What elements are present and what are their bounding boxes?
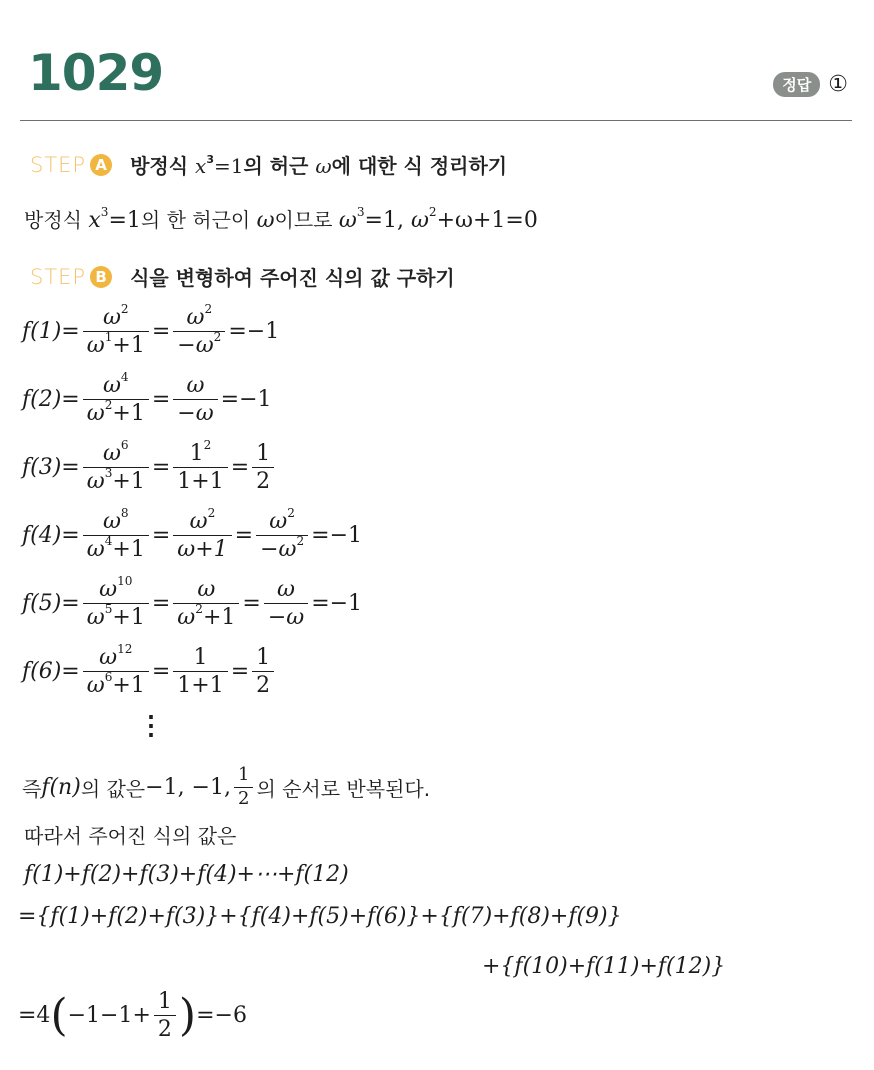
eq1-f1-den-exp: 1 bbox=[104, 330, 113, 345]
eq1-lhs: f(1)= bbox=[22, 319, 80, 345]
summary-frac-num: 1 bbox=[237, 764, 250, 785]
step-a-title bbox=[130, 150, 507, 179]
conclusion-intro: 따라서 주어진 식의 값은 bbox=[24, 824, 237, 848]
conclusion-line1: f(1)+f(2)+f(3)+f(4)+⋯+f(12) bbox=[24, 862, 349, 887]
eq2-frac2 bbox=[173, 374, 217, 425]
eq2-frac1 bbox=[83, 370, 149, 427]
line4-pre: =4 bbox=[18, 1003, 51, 1029]
eq3-f1-num-base: ω bbox=[102, 441, 121, 466]
eq1-f2-den-exp: 2 bbox=[213, 330, 222, 345]
line4-close-paren: ) bbox=[178, 990, 197, 1042]
summary-post: 의 순서로 반복된다. bbox=[256, 776, 431, 801]
eq3-f3-den: 2 bbox=[256, 469, 271, 495]
eq2-f1-num-base: ω bbox=[102, 373, 121, 398]
eq3-f2-num-base: 1 bbox=[189, 441, 204, 466]
summary-vals: −1, −1, bbox=[145, 774, 231, 800]
eq4-f2-num-exp: 2 bbox=[207, 506, 216, 521]
eq4-f1-den-base: ω bbox=[86, 537, 105, 563]
eq6-frac1 bbox=[83, 642, 149, 699]
eq5-result: =−1 bbox=[311, 591, 363, 617]
summary-mid: 의 값은 bbox=[80, 776, 146, 801]
eq2-f1-num-exp: 4 bbox=[120, 370, 129, 385]
step-a-badge: A bbox=[90, 154, 112, 176]
eq4-f3-num-base: ω bbox=[269, 509, 288, 534]
eq1-result: =−1 bbox=[228, 319, 280, 345]
summary-frac-den: 2 bbox=[237, 787, 250, 809]
answer-value: ① bbox=[828, 72, 848, 97]
eq5-f3-num: ω bbox=[277, 577, 295, 602]
summary-pre: 즉 bbox=[22, 776, 42, 801]
eq4-f1-num-exp: 8 bbox=[120, 506, 129, 521]
eq2-f2-den: −ω bbox=[177, 401, 214, 427]
eq3-frac1 bbox=[83, 438, 149, 495]
eq4-f3-den-exp: 2 bbox=[296, 534, 305, 549]
eq5-f2-den-exp: 2 bbox=[195, 602, 203, 617]
line-a-x: x bbox=[88, 208, 101, 233]
line-a-eq: =1 bbox=[108, 208, 141, 233]
summary-frac bbox=[234, 766, 253, 809]
eq4-f3-den-base: −ω bbox=[260, 537, 297, 563]
step-a-heading bbox=[30, 150, 507, 179]
line-a-exp: 3 bbox=[100, 205, 109, 220]
answer-indicator bbox=[773, 72, 848, 97]
line-a-res2-base: ω bbox=[410, 208, 429, 233]
step-a-title-pre: 방정식 bbox=[130, 154, 196, 178]
eq3-f1-num-exp: 6 bbox=[120, 438, 129, 453]
eq5-f1-den-exp: 5 bbox=[104, 602, 113, 617]
eq1-f1-den-base: ω bbox=[86, 333, 105, 359]
eq2-f1-den-tail: +1 bbox=[112, 401, 145, 427]
eq6-f2-den: 1+1 bbox=[177, 673, 224, 699]
conclusion-line4 bbox=[18, 990, 247, 1041]
equation-f5: f(5)= $\frac{\omega^{10}}{\omega^5+1}$ = $\frac{\omega}{\omega^2+1}$ = $\frac{\omega}{-\omega}$ =−1 bbox=[22, 574, 363, 631]
eq4-f1-den-exp: 4 bbox=[104, 534, 113, 549]
eq2-lhs: f(2)= bbox=[22, 387, 80, 413]
eq3-lhs: f(3)= bbox=[22, 455, 80, 481]
step-a-title-x: x bbox=[195, 154, 207, 178]
summary-line bbox=[22, 766, 430, 809]
eq3-f3-num: 1 bbox=[256, 441, 271, 466]
eq1-frac2 bbox=[173, 302, 225, 359]
vertical-ellipsis: ⋮ bbox=[138, 711, 164, 741]
step-a-title-exp: 3 bbox=[206, 153, 214, 167]
step-a-label: STEP bbox=[30, 152, 87, 177]
eq1-f1-num-base: ω bbox=[102, 305, 121, 330]
eq6-f1-num-exp: 12 bbox=[117, 642, 133, 657]
eq5-f2-den-base: ω bbox=[177, 605, 196, 631]
line-a-pre: 방정식 bbox=[24, 208, 89, 232]
equation-f6: f(6)= $\frac{\omega^{12}}{\omega^6+1}$ = $\frac{1}{1+1}$ = $\frac{1}{2}$ bbox=[22, 646, 277, 697]
step-a-title-post: 에 대한 식 정리하기 bbox=[331, 154, 508, 178]
eq3-f1-den-tail: +1 bbox=[112, 469, 145, 495]
line-a-mid: 의 한 허근이 bbox=[140, 208, 257, 232]
eq5-f3-den: −ω bbox=[267, 605, 305, 631]
eq5-lhs: f(5)= bbox=[22, 591, 80, 617]
eq2-f1-den-base: ω bbox=[86, 401, 105, 427]
header-divider bbox=[20, 120, 852, 121]
line-a-res2-exp: 2 bbox=[428, 205, 437, 220]
line-a-omega: ω bbox=[256, 208, 275, 233]
step-a-title-eq: =1 bbox=[213, 154, 244, 178]
eq5-frac3 bbox=[264, 578, 308, 629]
eq5-f2-den-tail: +1 bbox=[202, 605, 236, 631]
eq4-frac2 bbox=[173, 506, 231, 563]
line-a-res1-base: ω bbox=[338, 208, 357, 233]
eq5-frac2 bbox=[173, 578, 239, 629]
equation-f3: f(3)= $\frac{\omega^6}{\omega^3+1}$ = $\frac{1^2}{1+1}$ = $\frac{1}{2}$ bbox=[22, 442, 277, 493]
step-a-title-mid: 의 허근 bbox=[243, 154, 316, 178]
line4-frac bbox=[154, 990, 176, 1041]
eq6-frac3 bbox=[252, 646, 274, 697]
eq3-f1-den-base: ω bbox=[86, 469, 105, 495]
summary-fn: f(n) bbox=[41, 774, 81, 800]
eq6-frac2 bbox=[173, 646, 227, 697]
line4-inner: −1−1+ bbox=[67, 1003, 151, 1029]
eq5-frac1 bbox=[83, 574, 149, 631]
eq1-f2-num-base: ω bbox=[186, 305, 205, 330]
eq1-f2-num-exp: 2 bbox=[204, 302, 213, 317]
eq3-f2-num-exp: 2 bbox=[203, 438, 212, 453]
eq5-f1-num-base: ω bbox=[99, 577, 118, 602]
eq4-frac1 bbox=[83, 506, 149, 563]
line4-frac-num: 1 bbox=[157, 989, 172, 1014]
line-a-res1-tail: =1, bbox=[364, 208, 411, 233]
eq1-f1-den-tail: +1 bbox=[112, 333, 145, 359]
eq6-f1-den-tail: +1 bbox=[112, 673, 145, 699]
eq6-f1-num-base: ω bbox=[99, 645, 118, 670]
eq4-f1-num-base: ω bbox=[102, 509, 121, 534]
line-a-mid2: 이므로 bbox=[274, 208, 339, 232]
step-b-label: STEP bbox=[30, 264, 87, 289]
line4-open-paren: ( bbox=[50, 990, 68, 1042]
step-a-statement bbox=[24, 204, 538, 233]
step-b-heading bbox=[30, 262, 455, 291]
eq4-f2-num-base: ω bbox=[189, 509, 208, 534]
line4-post: =−6 bbox=[196, 1003, 247, 1029]
eq1-f2-den-base: −ω bbox=[177, 333, 214, 359]
equation-f2: f(2)= $\frac{\omega^4}{\omega^2+1}$ = $\frac{\omega}{-\omega}$ =−1 bbox=[22, 370, 272, 427]
eq4-result: =−1 bbox=[311, 523, 363, 549]
conclusion-line3: +{f(10)+f(11)+f(12)} bbox=[482, 954, 726, 979]
eq6-f1-den-base: ω bbox=[86, 673, 105, 699]
eq5-f1-den-tail: +1 bbox=[112, 605, 145, 631]
line-a-res1-exp: 3 bbox=[356, 205, 365, 220]
line4-frac-den: 2 bbox=[157, 1017, 172, 1043]
eq4-frac3 bbox=[256, 506, 308, 563]
eq3-frac3 bbox=[252, 442, 274, 493]
eq3-f1-den-exp: 3 bbox=[104, 466, 113, 481]
eq5-f2-num: ω bbox=[197, 577, 216, 602]
conclusion-line2: ={f(1)+f(2)+f(3)}+{f(4)+f(5)+f(6)}+{f(7)+f(8)+f(9)} bbox=[18, 904, 622, 929]
eq2-f1-den-exp: 2 bbox=[104, 398, 113, 413]
step-b-badge: B bbox=[90, 266, 112, 288]
eq2-result: =−1 bbox=[220, 387, 272, 413]
step-b-title: 식을 변형하여 주어진 식의 값 구하기 bbox=[130, 266, 455, 290]
eq3-f2-den: 1+1 bbox=[177, 469, 224, 495]
eq6-f3-num: 1 bbox=[256, 645, 271, 670]
equation-f1: f(1)= $\frac{\omega^2}{\omega^1+1}$ = $\frac{\omega^2}{-\omega^2}$ =−1 bbox=[22, 302, 280, 359]
problem-number: 1029 bbox=[28, 44, 164, 102]
eq1-f1-num-exp: 2 bbox=[120, 302, 129, 317]
eq4-f1-den-tail: +1 bbox=[112, 537, 145, 563]
eq6-lhs: f(6)= bbox=[22, 659, 80, 685]
eq1-frac1 bbox=[83, 302, 149, 359]
line-a-res2-tail: +ω+1=0 bbox=[436, 208, 538, 233]
eq4-f3-num-exp: 2 bbox=[287, 506, 295, 521]
eq6-f2-num: 1 bbox=[193, 645, 208, 670]
answer-badge: 정답 bbox=[773, 72, 820, 97]
step-a-title-omega: ω bbox=[315, 154, 332, 178]
eq4-lhs: f(4)= bbox=[22, 523, 80, 549]
eq5-f1-den-base: ω bbox=[86, 605, 105, 631]
eq5-f1-num-exp: 10 bbox=[117, 574, 133, 589]
eq3-frac2 bbox=[173, 438, 227, 495]
eq2-f2-num: ω bbox=[186, 373, 205, 398]
eq6-f1-den-exp: 6 bbox=[104, 670, 113, 685]
equation-f4: f(4)= $\frac{\omega^8}{\omega^4+1}$ = $\frac{\omega^2}{\omega+1}$ = $\frac{\omega^2}{-\omega^2}$ =−1 bbox=[22, 506, 363, 563]
eq4-f2-den: ω+1 bbox=[177, 537, 228, 563]
eq6-f3-den: 2 bbox=[256, 673, 271, 699]
